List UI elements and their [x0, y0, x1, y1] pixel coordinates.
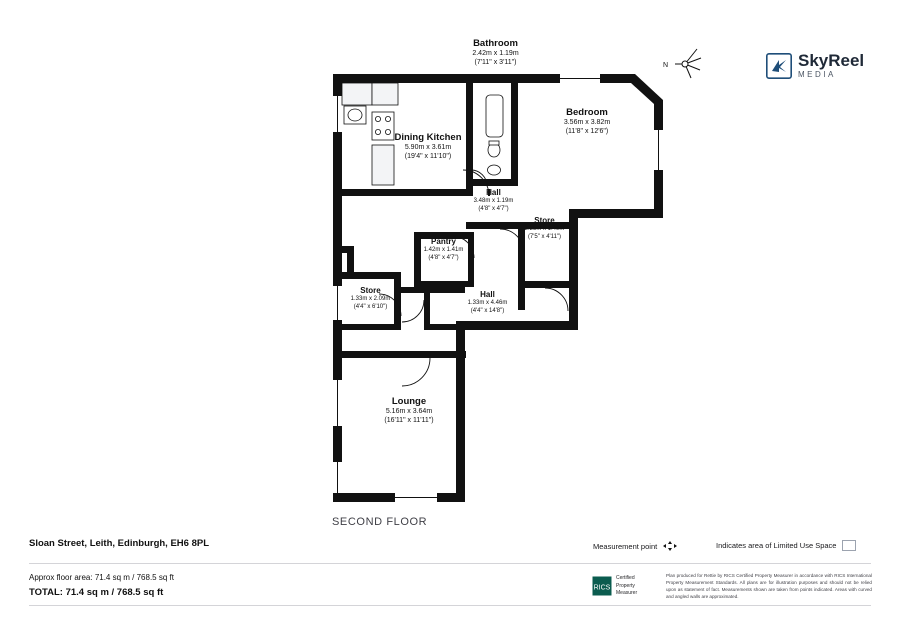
measurement-point-label: Measurement point — [593, 541, 658, 551]
footer-divider-top — [29, 563, 871, 564]
room-label-hall-upper: Hall 3.48m x 1.19m (4'8" x 4'7") — [473, 188, 514, 212]
measurement-point-legend — [593, 540, 678, 552]
total-area-text: TOTAL: 71.4 sq m / 768.5 sq ft — [29, 587, 164, 598]
floor-caption: SECOND FLOOR — [332, 516, 428, 528]
rics-line-1: Certified — [616, 575, 635, 581]
svg-text:RICS: RICS — [593, 584, 611, 592]
disclaimer-text: Plan produced for Rettie by RICS Certified Property Measurer in accordance with RICS International Property Measurement Standards. All plans are for illustration purposes and should not be relied upon as statement of fact. Measurements shown are taken from points indicated. Areas with curved and angled walls are approximated. — [666, 573, 872, 600]
measurement-point-icon — [662, 540, 678, 552]
room-label-hall-lower: Hall 1.33m x 4.46m (4'4" x 14'8") — [467, 290, 508, 314]
property-address: Sloan Street, Leith, Edinburgh, EH6 8PL — [29, 538, 209, 549]
limited-use-legend — [716, 540, 856, 551]
approx-area-text: Approx floor area: 71.4 sq m / 768.5 sq ft — [29, 573, 174, 582]
room-label-store-right: Store 2.25m x 1.49m (7'5" x 4'11") — [524, 216, 565, 240]
svg-text:N: N — [663, 62, 669, 69]
brand-name: SkyReel — [798, 51, 865, 70]
room-label-pantry: Pantry 1.42m x 1.41m (4'8" x 4'7") — [423, 237, 464, 261]
room-label-bedroom: Bedroom 3.56m x 3.82m (11'8" x 12'6") — [563, 107, 611, 135]
rics-badge-text — [616, 575, 637, 598]
room-label-store-left: Store 1.33m x 2.09m (4'4" x 6'10") — [350, 286, 391, 310]
rics-badge — [592, 575, 637, 598]
room-label-dining-kitchen: Dining Kitchen 5.90m x 3.61m (19'4" x 11'10") — [394, 132, 462, 160]
brand-subtitle: MEDIA — [798, 70, 836, 79]
rics-line-2: Property — [616, 582, 635, 589]
room-label-lounge: Lounge 5.16m x 3.64m (16'11" x 11'11") — [384, 396, 434, 424]
rics-line-3: Measurer — [616, 590, 638, 596]
rics-certified-icon — [592, 576, 612, 596]
room-label-bathroom: Bathroom 2.42m x 1.19m (7'11" x 3'11") — [472, 38, 519, 66]
limited-use-label: Indicates area of Limited Use Space — [716, 541, 837, 550]
footer-divider-bottom — [29, 605, 871, 606]
limited-use-swatch — [842, 540, 856, 551]
